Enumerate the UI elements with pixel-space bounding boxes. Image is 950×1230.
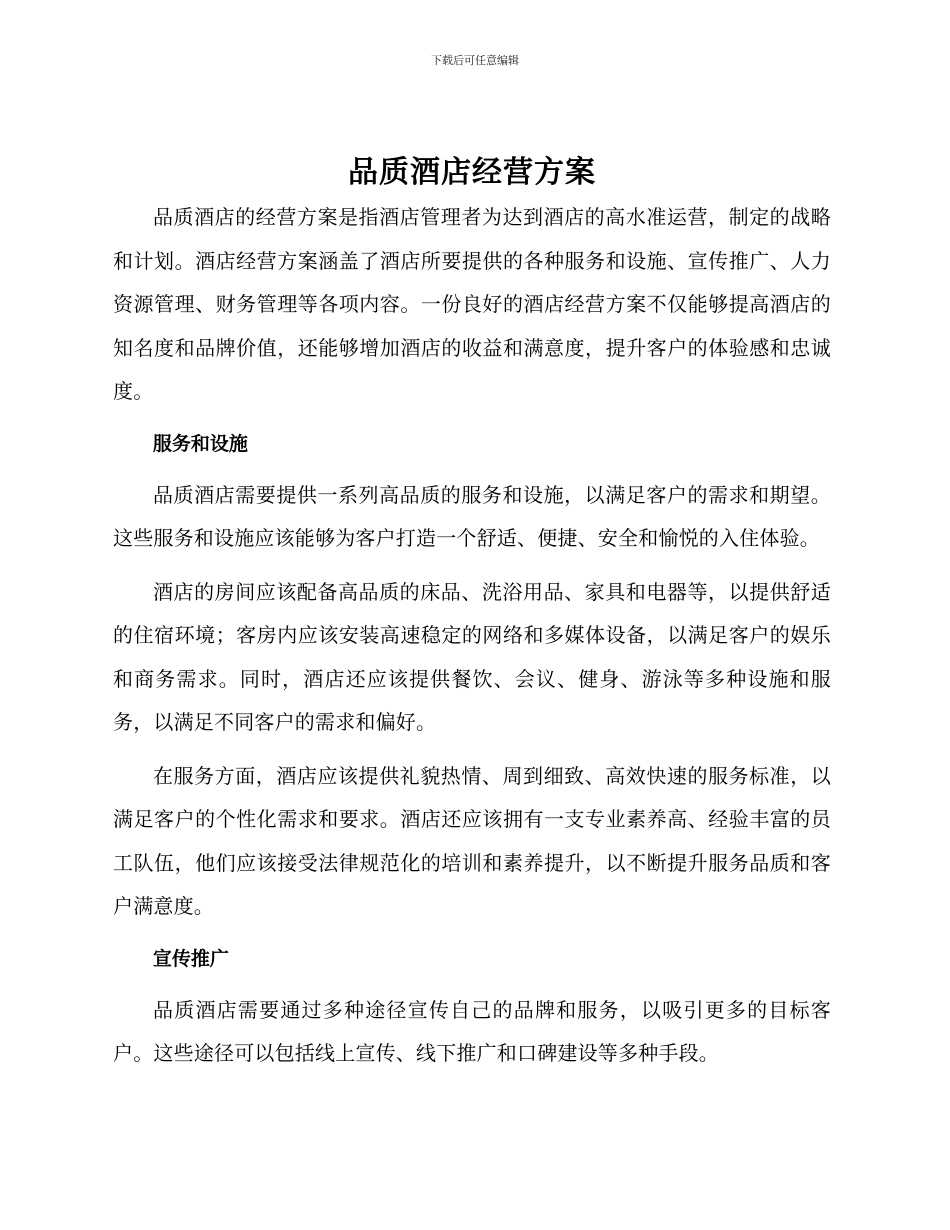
section-paragraph: 品质酒店需要通过多种途径宣传自己的品牌和服务，以吸引更多的目标客户。这些途径可以包括线上宣传、线下推广和口碑建设等多种手段。 — [113, 997, 831, 1065]
document-body — [113, 150, 831, 1076]
intro-paragraph: 品质酒店的经营方案是指酒店管理者为达到酒店的高水准运营，制定的战略和计划。酒店经营方案涵盖了酒店所要提供的各种服务和设施、宣传推广、人力资源管理、财务管理等各项内容。一份良好的酒店经营方案不仅能够提高酒店的知名度和品牌价值，还能够增加酒店的收益和满意度，提升客户的体验感和忠诚度。 — [113, 205, 831, 403]
section-paragraph: 酒店的房间应该配备高品质的床品、洗浴用品、家具和电器等，以提供舒适的住宿环境；客房内应该安装高速稳定的网络和多媒体设备，以满足客户的娱乐和商务需求。同时，酒店还应该提供餐饮、会议、健身、游泳等多种设施和服务，以满足不同客户的需求和偏好。 — [113, 579, 831, 734]
header-note: 下载后可任意编辑 — [431, 54, 519, 67]
document-title: 品质酒店经营方案 — [348, 155, 596, 190]
section-heading-promotion: 宣传推广 — [152, 947, 229, 970]
section-paragraph: 品质酒店需要提供一系列高品质的服务和设施，以满足客户的需求和期望。这些服务和设施应该能够为客户打造一个舒适、便捷、安全和愉悦的入住体验。 — [113, 482, 831, 550]
section-heading-services: 服务和设施 — [152, 432, 248, 455]
section-paragraph: 在服务方面，酒店应该提供礼貌热情、周到细致、高效快速的服务标准，以满足客户的个性化需求和要求。酒店还应该拥有一支专业素养高、经验丰富的员工队伍，他们应该接受法律规范化的培训和素养提升，以不断提升服务品质和客户满意度。 — [113, 763, 831, 918]
